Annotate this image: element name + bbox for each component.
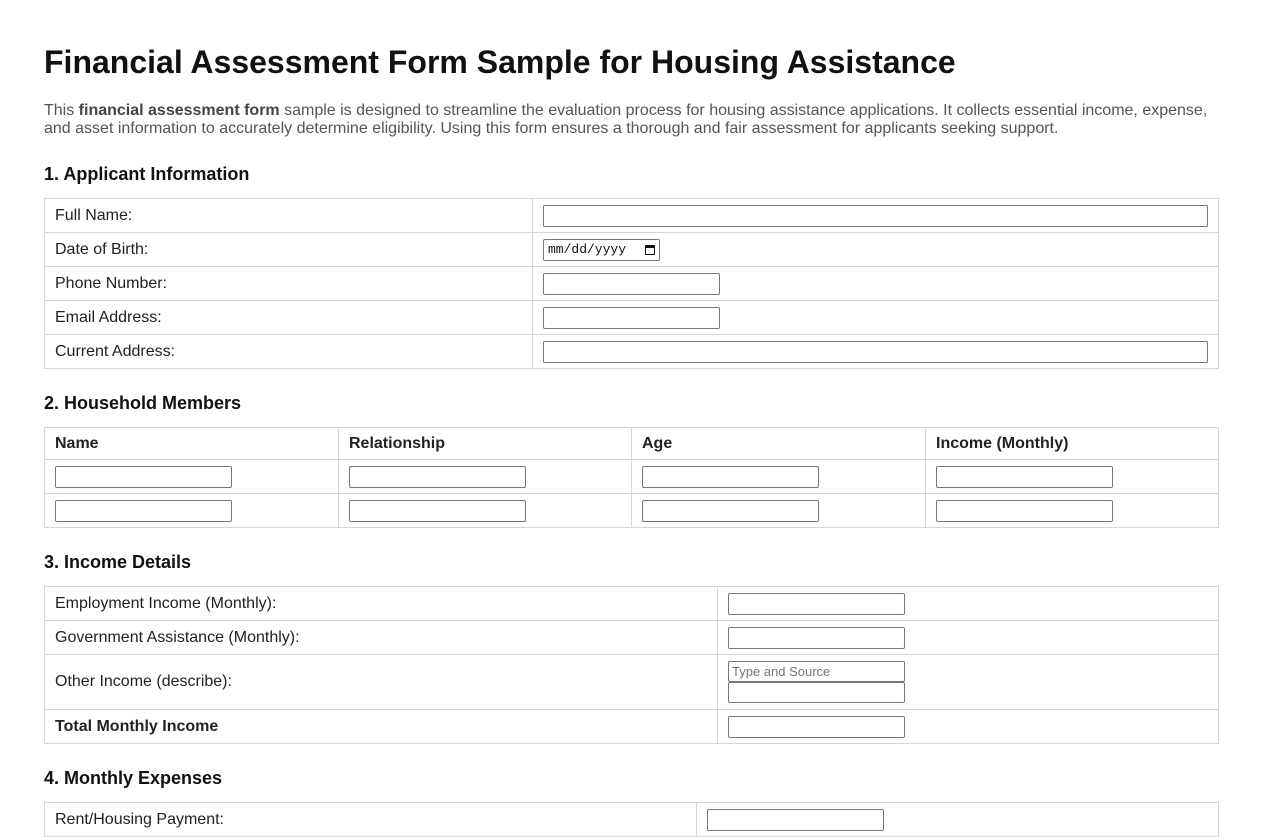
phone-input[interactable] [543,273,720,295]
member-relationship-input[interactable] [349,500,526,522]
row-rent [45,803,1219,837]
member-age-input[interactable] [642,466,819,488]
page-title: Financial Assessment Form Sample for Housing Assistance [44,44,956,80]
section-household-heading: 2. Household Members [44,393,242,413]
employment-income-input[interactable] [728,593,905,615]
household-header-row [45,428,1219,460]
member-income-input[interactable] [936,500,1113,522]
government-assistance-input[interactable] [728,627,905,649]
col-income: Income (Monthly) [926,428,1219,460]
full-name-input[interactable] [543,205,1208,227]
calendar-icon[interactable] [645,245,655,255]
row-email [45,301,1219,335]
income-table [44,586,1219,744]
label-full-name: Full Name: [45,199,533,233]
label-email: Email Address: [45,301,533,335]
label-phone: Phone Number: [45,267,533,301]
label-address: Current Address: [45,335,533,369]
col-age: Age [632,428,926,460]
row-total-income [45,710,1219,744]
address-input[interactable] [543,341,1208,363]
intro-rest: sample is designed to streamline the evaluation process for housing assistance applications. It collects essential income, expense, and asset information to accurately determine eligibility. Using this form ensures a thorough and fair assessment for applicants seeking support. [44,102,1208,137]
row-dob [45,233,1219,267]
section-applicant-heading: 1. Applicant Information [44,164,250,184]
member-relationship-input[interactable] [349,466,526,488]
table-row [45,460,1219,494]
dob-input[interactable] [543,239,660,261]
other-income-type-input[interactable] [728,661,905,682]
label-government-assistance: Government Assistance (Monthly): [45,621,718,655]
col-name: Name [45,428,339,460]
row-phone [45,267,1219,301]
row-employment-income [45,587,1219,621]
total-income-input[interactable] [728,716,905,738]
intro-bold: financial assessment form [78,102,280,119]
row-full-name [45,199,1219,233]
member-name-input[interactable] [55,466,232,488]
section-income-heading: 3. Income Details [44,552,192,572]
table-row [45,494,1219,528]
label-employment-income: Employment Income (Monthly): [45,587,718,621]
col-relationship: Relationship [339,428,632,460]
applicant-table [44,198,1219,369]
household-table [44,427,1219,528]
row-other-income [45,655,1219,710]
intro-prefix: This [44,102,79,119]
member-age-input[interactable] [642,500,819,522]
member-income-input[interactable] [936,466,1113,488]
row-government-assistance [45,621,1219,655]
label-other-income: Other Income (describe): [45,655,718,710]
label-dob: Date of Birth: [45,233,533,267]
label-total-income: Total Monthly Income [45,710,718,744]
rent-input[interactable] [707,809,884,831]
member-name-input[interactable] [55,500,232,522]
email-input[interactable] [543,307,720,329]
row-address [45,335,1219,369]
other-income-amount-input[interactable] [728,682,905,703]
section-expenses-heading: 4. Monthly Expenses [44,768,223,788]
label-rent: Rent/Housing Payment: [45,803,697,837]
expenses-table [44,802,1219,837]
intro-paragraph [44,102,1219,138]
dob-format: mm/dd/yyyy [548,242,627,257]
